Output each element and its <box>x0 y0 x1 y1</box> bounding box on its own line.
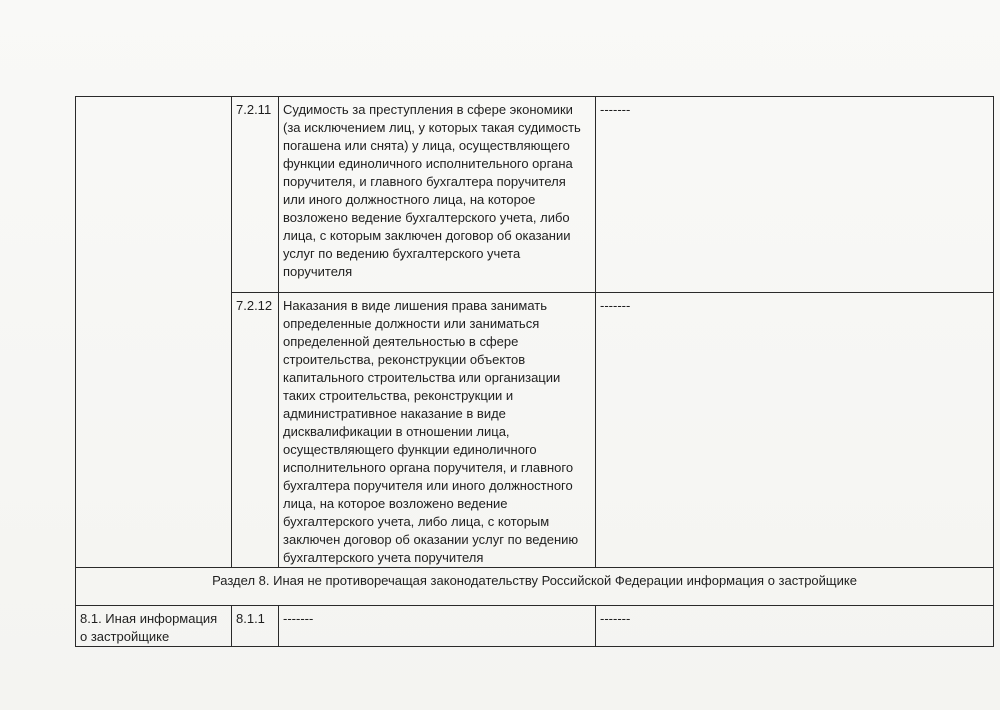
disclosure-table <box>75 96 994 647</box>
section-item-label: 8.1. Иная информация о застройщике <box>76 606 232 647</box>
item-number: 7.2.12 <box>232 293 279 568</box>
item-value: ------- <box>596 293 994 568</box>
item-description <box>279 97 596 293</box>
item-value: ------- <box>596 97 994 293</box>
table-row <box>76 97 994 293</box>
item-value: ------- <box>596 606 994 647</box>
group-label-cell <box>76 97 232 568</box>
table-row <box>76 606 994 647</box>
item-number: 7.2.11 <box>232 97 279 293</box>
item-description-text: Наказания в виде лишения права занимать определенные должности или заниматься определенной деятельностью в сфере строительства, реконструкции объектов капитального строительства или организации таких строительства, реконструкции и административное наказание в виде дисквалификации в отношении лица, осуществляющего функции единоличного исполнительного органа поручителя, и главного бухгалтера поручителя или иного должностного лица, на которое возложено ведение бухгалтерского учета, либо лица, с которым заключен договор об оказании услуг по ведению бухгалтерского учета поручителя <box>283 298 579 565</box>
item-description: ------- <box>279 606 596 647</box>
item-description <box>279 293 596 568</box>
section-title: Раздел 8. Иная не противоречащая законодательству Российской Федерации информация о застройщике <box>76 568 994 606</box>
item-description-text: Судимость за преступления в сфере экономики (за исключением лиц, у которых такая судимость погашена или снята) у лица, осуществляющего функции единоличного исполнительного органа поручителя, и главного бухгалтера поручителя или иного должностного лица, на которое возложено ведение бухгалтерского учета, либо лица, с которым заключен договор об оказании услуг по ведению бухгалтерского учета поручителя <box>283 102 581 279</box>
section-header-row <box>76 568 994 606</box>
item-number: 8.1.1 <box>232 606 279 647</box>
